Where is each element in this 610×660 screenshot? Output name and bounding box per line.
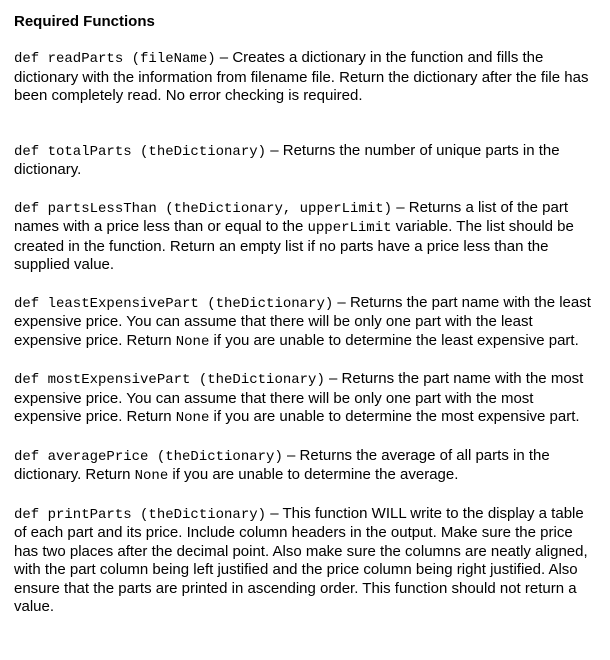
description-text: if you are unable to determine the most expensive part. bbox=[209, 408, 580, 425]
dash: – bbox=[282, 446, 300, 464]
description-text: Creates a dictionary in the function and fills the dictionary with the information from filename file. Return the dictionary after the file has been completely read. No error checking is required. bbox=[14, 49, 589, 104]
function-description-printparts bbox=[14, 505, 596, 617]
function-signature: def partsLessThan (theDictionary, upperLimit) bbox=[14, 200, 393, 217]
description-text: Returns a list of the part names with a price less than or equal to the bbox=[14, 198, 568, 235]
inline-code: None bbox=[175, 410, 210, 426]
function-description-leastexpensivepart bbox=[14, 294, 596, 352]
description-text: Returns the part name with the least expensive price. You can assume that there will be only one part with the least expensive price. Return bbox=[14, 293, 591, 349]
inline-code: None bbox=[134, 468, 169, 484]
description-text: Returns the average of all parts in the dictionary. Return bbox=[14, 446, 550, 483]
function-signature: def printParts (theDictionary) bbox=[14, 506, 267, 523]
function-signature: def readParts (fileName) bbox=[14, 51, 216, 67]
function-signature: def mostExpensivePart (theDictionary) bbox=[14, 372, 325, 388]
description-text: Returns the part name with the most expensive price. You can assume that there will be only one part with the most expensive price. Return bbox=[14, 370, 584, 425]
dash: – bbox=[333, 293, 350, 311]
description-text: Returns the number of unique parts in the dictionary. bbox=[14, 141, 560, 178]
description-text: variable. The list should be created in the function. Return an empty list if no parts have a price less than the supplied value. bbox=[14, 218, 574, 273]
inline-code: None bbox=[175, 333, 210, 350]
dash: – bbox=[215, 49, 233, 66]
function-description-totalparts bbox=[14, 142, 596, 180]
function-signature: def leastExpensivePart (theDictionary) bbox=[14, 295, 334, 312]
dash: – bbox=[266, 504, 283, 522]
section-heading: Required Functions bbox=[14, 13, 155, 30]
description-text: if you are unable to determine the least expensive part. bbox=[209, 331, 579, 349]
dash: – bbox=[392, 198, 409, 216]
dash: – bbox=[324, 370, 342, 387]
function-description-averageprice bbox=[14, 447, 596, 486]
function-signature: def totalParts (theDictionary) bbox=[14, 143, 267, 160]
function-signature: def averagePrice (theDictionary) bbox=[14, 448, 283, 465]
inline-code: upperLimit bbox=[307, 220, 392, 236]
dash: – bbox=[266, 141, 283, 159]
function-description-mostexpensivepart bbox=[14, 370, 596, 428]
description-text: This function WILL write to the display a table of each part and its price. Include column headers in the output. Make sure the price has two places after the decimal point. Also make sure the columns are neatly aligned, with the part column being left justified and the price column being right justified. Also ensure that the parts are printed in ascending order. This function should not return a value. bbox=[14, 504, 588, 615]
function-description-partslessthan bbox=[14, 199, 596, 275]
function-description-readparts bbox=[14, 49, 596, 106]
description-text: if you are unable to determine the average. bbox=[168, 466, 459, 483]
